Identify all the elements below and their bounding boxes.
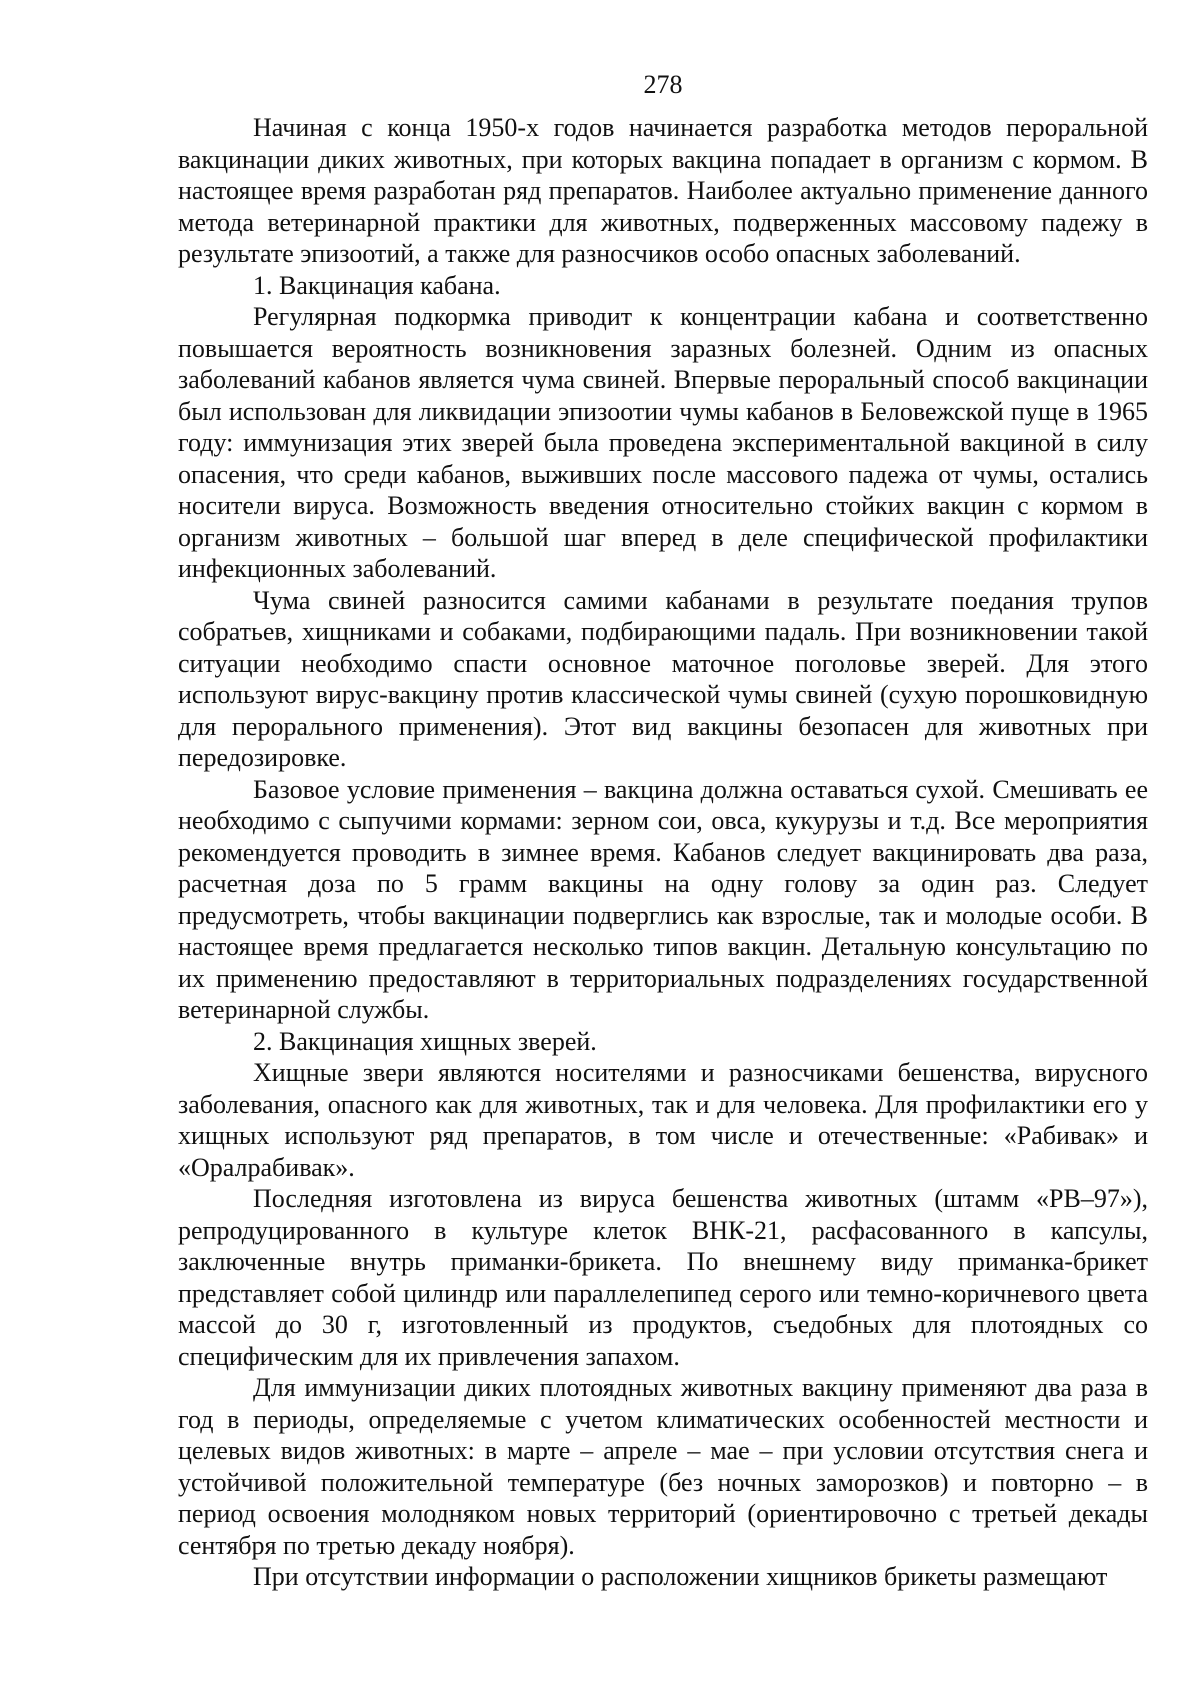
section-heading-predator-vaccination: 2. Вакцинация хищных зверей.: [253, 1026, 597, 1056]
paragraph-swine-fever: Чума свиней разносится самими кабанами в результате поедания трупов собратьев, хищниками и собаками, подбирающими падаль. При возникновении такой ситуации необходимо спасти основное маточное поголовье зверей. Для этого используют вирус-вакцину против классической чумы свиней (сухую порошковидную для перорального применения). Этот вид вакцины безопасен для животных при передозировке.: [178, 585, 1148, 772]
section-heading-boar-vaccination: 1. Вакцинация кабана.: [253, 270, 501, 300]
paragraph-application-conditions: Базовое условие применения – вакцина должна оставаться сухой. Смешивать ее необходимо с сыпучими кормами: зерном сои, овса, кукурузы и т.д. Все мероприятия рекомендуется проводить в зимнее время. Кабанов следует вакцинировать два раза, расчетная доза по 5 грамм вакцины на одну голову за один раз. Следует предусмотреть, чтобы вакцинации подверглись как взрослые, так и молодые особи. В настоящее время предлагается несколько типов вакцин. Детальную консультацию по их применению предоставляют в территориальных подразделениях государственной ветеринарной службы.: [178, 774, 1148, 1024]
paragraph-immunization-schedule: Для иммунизации диких плотоядных животных вакцину применяют два раза в год в периоды, определяемые с учетом климатических особенностей местности и целевых видов животных: в марте – апреле – мае – при условии отсутствия снега и устойчивой положительной температуре (без ночных заморозков) и повторно – в период освоения молодняком новых территорий (ориентировочно с третьей декады сентября по третью декаду ноября).: [178, 1373, 1148, 1560]
paragraph-intro: Начиная с конца 1950-х годов начинается разработка методов пероральной вакцинации диких животных, при которых вакцина попадает в организм с кормом. В настоящее время разработан ряд препаратов. Наиболее актуально применение данного метода ветеринарной практики для животных, подверженных массовому падежу в результате эпизоотий, а также для разносчиков особо опасных заболеваний.: [178, 113, 1148, 268]
paragraph-vaccine-composition: Последняя изготовлена из вируса бешенства животных (штамм «РВ–97»), репродуцированного в культуре клеток ВНК-21, расфасованного в капсулы, заключенные внутрь приманки-брикета. По внешнему виду приманка-брикет представляет собой цилиндр или параллелепипед серого или темно-коричневого цвета массой до 30 г, изготовленный из продуктов, съедобных для плотоядных со специфическим для их привлечения запахом.: [178, 1184, 1148, 1371]
page-number: 278: [643, 70, 683, 99]
document-page: [178, 70, 1148, 1593]
paragraph-rabies-carriers: Хищные звери являются носителями и разносчиками бешенства, вирусного заболевания, опасного как для животных, так и для человека. Для профилактики его у хищных используют ряд препаратов, в том числе и отечественные: «Рабивак» и «Оралрабивак».: [178, 1058, 1148, 1182]
paragraph-bait-placement: При отсутствии информации о расположении хищников брикеты размещают: [253, 1562, 1108, 1591]
paragraph-boar-feeding: Регулярная подкормка приводит к концентрации кабана и соответственно повышается вероятность возникновения заразных болезней. Одним из опасных заболеваний кабанов является чума свиней. Впервые пероральный способ вакцинации был использован для ликвидации эпизоотии чумы кабанов в Беловежской пуще в 1965 году: иммунизация этих зверей была проведена экспериментальной вакциной в силу опасения, что среди кабанов, выживших после массового падежа от чумы, остались носители вируса. Возможность введения относительно стойких вакцин с кормом в организм животных – большой шаг вперед в деле специфической профилактики инфекционных заболеваний.: [178, 302, 1148, 583]
